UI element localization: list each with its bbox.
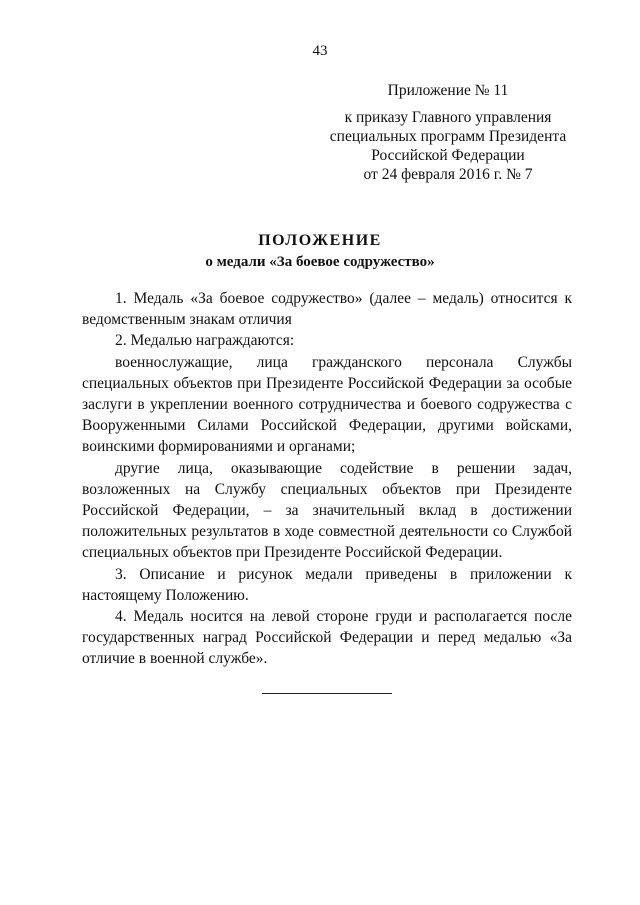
paragraph-4: 4. Медаль носится на левой стороне груди и располагается после государственных наград Российской Федерации и перед медалью «За отличие в военной службе».: [82, 608, 572, 668]
paragraph-2: 2. Медалью награждаются:: [115, 332, 295, 350]
document-body: [82, 288, 572, 670]
appendix-date-text: от 24 февраля 2016 г. № 7: [363, 166, 533, 183]
appendix-date: [318, 165, 578, 184]
appendix-title: [318, 81, 578, 100]
appendix-title-text: Приложение № 11: [387, 82, 509, 99]
document-subtitle: о медали «За боевое содружество»: [205, 254, 435, 270]
appendix-reference: [318, 108, 578, 165]
appendix-line: Российской Федерации: [371, 147, 525, 164]
paragraph-1: 1. Медаль «За боевое содружество» (далее – медаль) относится к ведомственным знакам отличия: [82, 290, 572, 329]
paragraph-2b: другие лица, оказывающие содействие в решении задач, возложенных на Службу специальных объектов при Президенте Российской Федерации, – за значительный вклад в достижении положительных результатов в ходе совместной деятельности со Службой специальных объектов при Президенте Российской Федерации.: [82, 459, 572, 562]
paragraph-3: 3. Описание и рисунок медали приведены в приложении к настоящему Положению.: [82, 565, 572, 604]
appendix-line: специальных программ Президента: [329, 128, 567, 145]
page-number: 43: [312, 43, 328, 59]
appendix-line: к приказу Главного управления: [344, 109, 552, 126]
end-divider: [262, 693, 392, 694]
paragraph-2a: военнослужащие, лица гражданского персонала Службы специальных объектов при Президенте Российской Федерации за особые заслуги в укреплении военного сотрудничества и боевого содружества с Вооруженными Силами Российской Федерации, другими войсками, воинскими формированиями и органами;: [82, 353, 572, 456]
document-title: ПОЛОЖЕНИЕ: [258, 232, 382, 249]
